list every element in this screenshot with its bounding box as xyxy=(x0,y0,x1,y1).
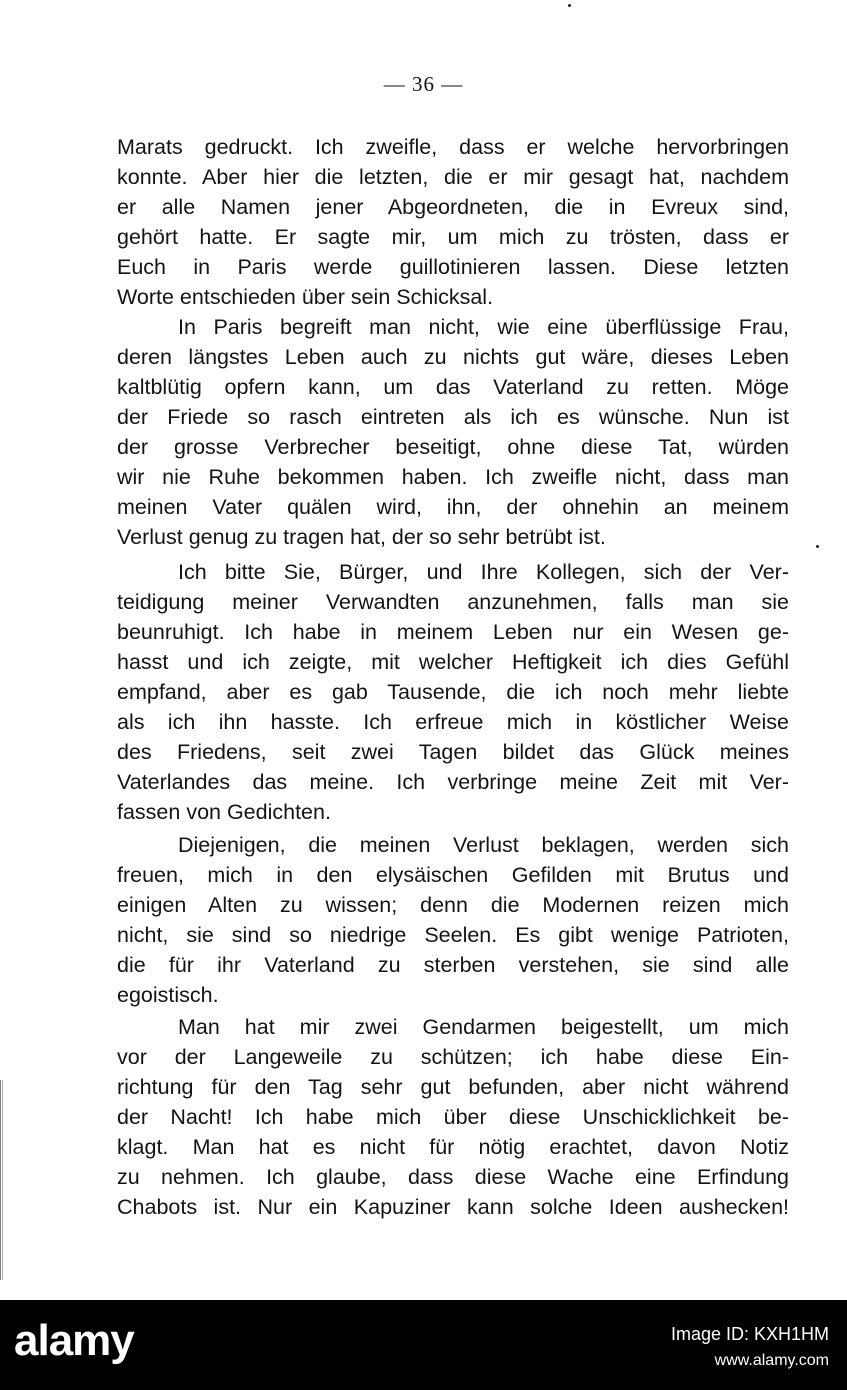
text-line: gehört hatte. Er sagte mir, um mich zu trösten, dass er xyxy=(117,225,789,249)
text-line: freuen, mich in den elysäischen Gefilden mit Brutus und xyxy=(117,863,789,887)
page-edge-shadow xyxy=(0,1080,3,1280)
text-line: empfand, aber es gab Tausende, die ich noch mehr liebte xyxy=(117,680,789,704)
text-line: Worte entschieden über sein Schicksal. xyxy=(117,285,494,309)
text-line: zu nehmen. Ich glaube, dass diese Wache eine Erfindung xyxy=(117,1165,789,1189)
text-line: wir nie Ruhe bekommen haben. Ich zweifle nicht, dass man xyxy=(117,465,789,489)
text-line: Ich bitte Sie, Bürger, und Ihre Kollegen, sich der Ver- xyxy=(178,560,789,584)
text-line: der Friede so rasch eintreten als ich es wünsche. Nun ist xyxy=(117,405,789,429)
text-line: der grosse Verbrecher beseitigt, ohne diese Tat, würden xyxy=(117,435,789,459)
text-line: die für ihr Vaterland zu sterben verstehen, sie sind alle xyxy=(117,953,789,977)
text-line: des Friedens, seit zwei Tagen bildet das Glück meines xyxy=(117,740,789,764)
text-line: kaltblütig opfern kann, um das Vaterland zu retten. Möge xyxy=(117,375,789,399)
text-line: meinen Vater quälen wird, ihn, der ohnehin an meinem xyxy=(117,495,789,519)
text-line: Marats gedruckt. Ich zweifle, dass er welche hervorbringen xyxy=(117,135,789,159)
text-line: vor der Langeweile zu schützen; ich habe diese Ein- xyxy=(117,1045,789,1069)
alamy-logo[interactable]: alamy xyxy=(14,1316,134,1365)
image-id-label: Image ID: KXH1HM xyxy=(670,1324,829,1344)
text-line: als ich ihn hasste. Ich erfreue mich in köstlicher Weise xyxy=(117,710,789,734)
text-line: Man hat mir zwei Gendarmen beigestellt, um mich xyxy=(178,1015,789,1039)
text-line: Verlust genug zu tragen hat, der so sehr betrübt ist. xyxy=(117,525,606,549)
text-line: einigen Alten zu wissen; denn die Modernen reizen mich xyxy=(117,893,789,917)
text-line: Chabots ist. Nur ein Kapuziner kann solche Ideen aushecken! xyxy=(117,1195,789,1219)
text-line: beunruhigt. Ich habe in meinem Leben nur ein Wesen ge- xyxy=(117,620,789,644)
text-line: fassen von Gedichten. xyxy=(117,800,331,824)
text-line: nicht, sie sind so niedrige Seelen. Es gibt wenige Patrioten, xyxy=(117,923,789,947)
text-line: er alle Namen jener Abgeordneten, die in Evreux sind, xyxy=(117,195,789,219)
text-line: Diejenigen, die meinen Verlust beklagen, werden sich xyxy=(178,833,789,857)
text-line: In Paris begreift man nicht, wie eine überflüssige Frau, xyxy=(178,315,789,339)
text-line: konnte. Aber hier die letzten, die er mir gesagt hat, nachdem xyxy=(117,165,789,189)
text-line: hasst und ich zeigte, mit welcher Heftigkeit ich dies Gefühl xyxy=(117,650,789,674)
text-line: Vaterlandes das meine. Ich verbringe meine Zeit mit Ver- xyxy=(117,770,789,794)
text-line: teidigung meiner Verwandten anzunehmen, falls man sie xyxy=(117,590,789,614)
text-line: der Nacht! Ich habe mich über diese Unschicklichkeit be- xyxy=(117,1105,789,1129)
print-speck xyxy=(568,4,571,7)
text-line: klagt. Man hat es nicht für nötig erachtet, davon Notiz xyxy=(117,1135,789,1159)
page-number: — 36 — xyxy=(383,72,464,96)
text-line: Euch in Paris werde guillotinieren lassen. Diese letzten xyxy=(117,255,789,279)
stock-watermark-bar xyxy=(0,1300,847,1390)
site-url-link[interactable]: www.alamy.com xyxy=(714,1352,829,1369)
text-line: deren längstes Leben auch zu nichts gut wäre, dieses Leben xyxy=(117,345,789,369)
text-line: richtung für den Tag sehr gut befunden, aber nicht während xyxy=(117,1075,789,1099)
print-speck xyxy=(816,545,819,548)
text-line: egoistisch. xyxy=(117,983,219,1007)
